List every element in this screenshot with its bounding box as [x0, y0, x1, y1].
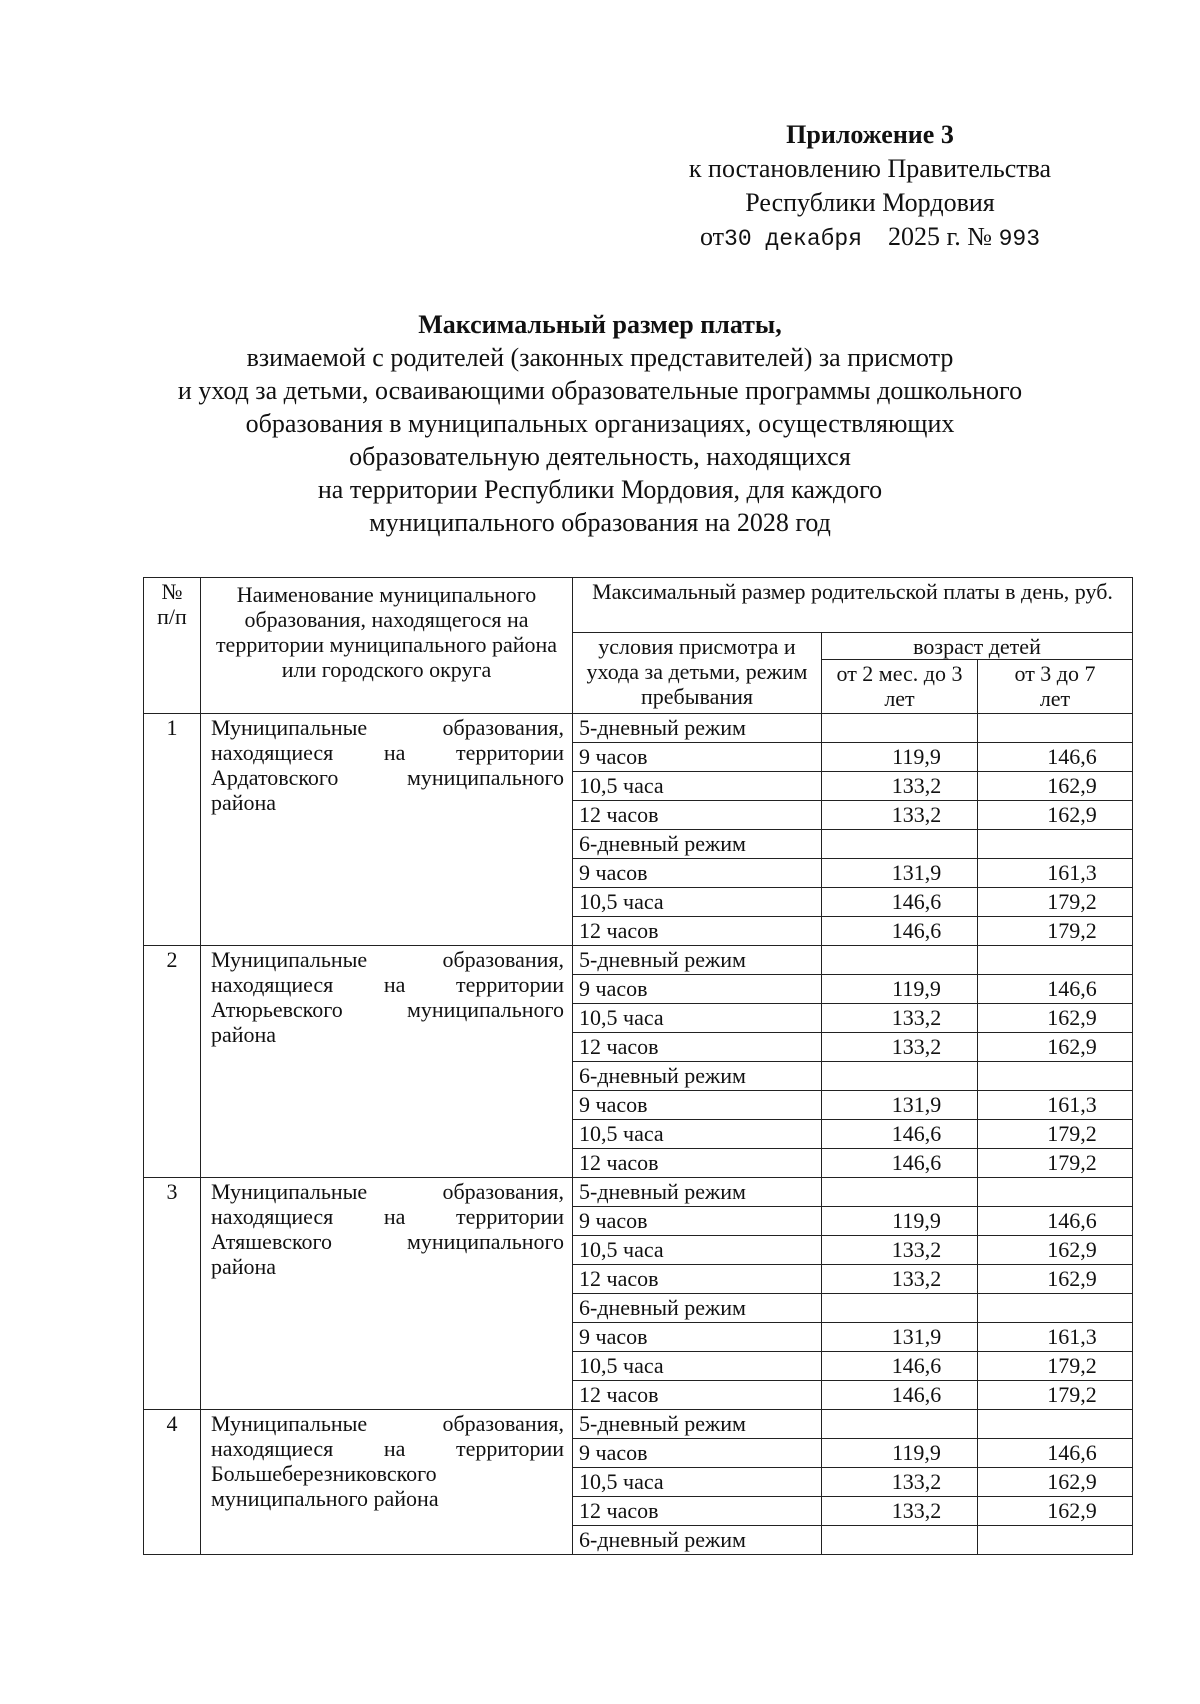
fee-age-2-cell: 162,9 — [978, 1265, 1133, 1294]
mode-cell: 10,5 часа — [573, 772, 822, 801]
mode-cell: 12 часов — [573, 917, 822, 946]
fee-age-2-cell: 162,9 — [978, 1236, 1133, 1265]
fee-age-1-cell — [822, 1526, 978, 1555]
fee-age-2-cell — [978, 1410, 1133, 1439]
fee-age-1-cell: 146,6 — [822, 1149, 978, 1178]
fee-age-1-cell: 146,6 — [822, 1381, 978, 1410]
mode-cell: 10,5 часа — [573, 1468, 822, 1497]
fee-age-1-cell: 133,2 — [822, 1468, 978, 1497]
mode-cell: 9 часов — [573, 743, 822, 772]
fee-age-1-cell — [822, 1178, 978, 1207]
mode-cell: 12 часов — [573, 801, 822, 830]
header-name: Наименование муниципального образования, находящегося на территории муниципального района или городского округа — [201, 578, 573, 714]
mode-cell: 5-дневный режим — [573, 1178, 822, 1207]
fee-age-2-cell: 179,2 — [978, 1149, 1133, 1178]
fee-age-1-cell: 146,6 — [822, 888, 978, 917]
mode-cell: 9 часов — [573, 1323, 822, 1352]
row-number: 1 — [144, 714, 201, 946]
fee-age-1-cell: 146,6 — [822, 917, 978, 946]
fee-age-1-cell — [822, 1410, 978, 1439]
fee-age-2-cell: 161,3 — [978, 1091, 1133, 1120]
title-line: образовательную деятельность, находящихся — [349, 442, 851, 471]
fee-age-1-cell: 133,2 — [822, 1265, 978, 1294]
municipality-name-line: Большеберезниковского муниципального района — [211, 1461, 439, 1511]
municipality-name-line: района — [211, 1022, 277, 1047]
fee-age-1-cell: 119,9 — [822, 743, 978, 772]
mode-cell: 6-дневный режим — [573, 1294, 822, 1323]
mode-cell: 5-дневный режим — [573, 1410, 822, 1439]
header-age: возраст детей — [822, 633, 1133, 660]
row-number: 3 — [144, 1178, 201, 1410]
municipality-name-line: Муниципальные образования, — [211, 715, 564, 740]
municipality-name-line: района — [211, 790, 277, 815]
mode-cell: 6-дневный режим — [573, 1526, 822, 1555]
mode-cell: 10,5 часа — [573, 1352, 822, 1381]
fee-age-1-cell: 119,9 — [822, 1207, 978, 1236]
row-number: 4 — [144, 1410, 201, 1555]
title-line: муниципального образования на 2028 год — [369, 508, 831, 537]
mode-cell: 10,5 часа — [573, 1004, 822, 1033]
mode-cell: 12 часов — [573, 1381, 822, 1410]
header-age-2: от 3 до 7 лет — [978, 660, 1133, 714]
municipality-name-line: Ардатовского муниципального — [211, 765, 564, 790]
municipality-name-line: находящиеся на территории — [211, 1204, 564, 1229]
fee-age-1-cell — [822, 1062, 978, 1091]
mode-cell: 9 часов — [573, 859, 822, 888]
fee-age-1-cell: 133,2 — [822, 1033, 978, 1062]
fee-age-1-cell: 119,9 — [822, 1439, 978, 1468]
mode-cell: 9 часов — [573, 1091, 822, 1120]
mode-cell: 9 часов — [573, 1439, 822, 1468]
fee-age-1-cell: 131,9 — [822, 1091, 978, 1120]
mode-cell: 9 часов — [573, 975, 822, 1004]
decree-number: 993 — [998, 226, 1041, 252]
fee-age-2-cell: 162,9 — [978, 772, 1133, 801]
fee-age-1-cell: 146,6 — [822, 1120, 978, 1149]
row-number: 2 — [144, 946, 201, 1178]
fee-age-2-cell: 179,2 — [978, 917, 1133, 946]
mode-cell: 12 часов — [573, 1497, 822, 1526]
header-conditions: условия присмотра и ухода за детьми, режим пребывания — [573, 633, 822, 714]
fee-age-2-cell: 162,9 — [978, 801, 1133, 830]
mode-cell: 5-дневный режим — [573, 946, 822, 975]
fee-age-2-cell — [978, 1294, 1133, 1323]
municipality-name-line: Атяшевского муниципального — [211, 1229, 564, 1254]
fee-age-2-cell — [978, 1062, 1133, 1091]
fee-age-2-cell: 146,6 — [978, 743, 1133, 772]
fee-age-2-cell — [978, 830, 1133, 859]
table-row — [144, 946, 1133, 975]
municipality-name-line: Муниципальные образования, — [211, 1179, 564, 1204]
fee-age-1-cell: 131,9 — [822, 859, 978, 888]
fee-age-1-cell — [822, 714, 978, 743]
mode-cell: 5-дневный режим — [573, 714, 822, 743]
mode-cell: 10,5 часа — [573, 888, 822, 917]
fee-age-2-cell: 146,6 — [978, 1207, 1133, 1236]
municipality-name-line: Муниципальные образования, — [211, 1411, 564, 1436]
mode-cell: 12 часов — [573, 1033, 822, 1062]
fee-age-2-cell: 162,9 — [978, 1468, 1133, 1497]
fee-age-2-cell — [978, 1178, 1133, 1207]
municipality-name — [201, 714, 573, 946]
fee-age-2-cell: 162,9 — [978, 1004, 1133, 1033]
title-bold-line: Максимальный размер платы, — [418, 310, 782, 339]
fee-age-2-cell: 162,9 — [978, 1033, 1133, 1062]
fee-age-1-cell: 146,6 — [822, 1352, 978, 1381]
municipality-name-line: находящиеся на территории — [211, 740, 564, 765]
fee-age-2-cell: 179,2 — [978, 888, 1133, 917]
fee-age-2-cell: 146,6 — [978, 975, 1133, 1004]
header-num: № п/п — [144, 578, 201, 714]
fee-age-1-cell: 133,2 — [822, 772, 978, 801]
fee-age-2-cell: 162,9 — [978, 1497, 1133, 1526]
year-suffix: 2025 г. № — [888, 222, 993, 251]
fee-age-1-cell: 119,9 — [822, 975, 978, 1004]
fee-age-1-cell: 133,2 — [822, 1004, 978, 1033]
title-line: и уход за детьми, осваивающими образовательные программы дошкольного — [177, 376, 1023, 405]
fee-table — [143, 577, 1133, 1555]
appendix-date-line — [600, 220, 1140, 256]
mode-cell: 6-дневный режим — [573, 830, 822, 859]
fee-age-1-cell: 133,2 — [822, 801, 978, 830]
table-row — [144, 1178, 1133, 1207]
municipality-name — [201, 946, 573, 1178]
fee-age-2-cell — [978, 1526, 1133, 1555]
title-line: на территории Республики Мордовия, для каждого — [317, 475, 883, 504]
date-prefix: от — [699, 222, 725, 251]
fee-age-1-cell: 133,2 — [822, 1497, 978, 1526]
mode-cell: 9 часов — [573, 1207, 822, 1236]
mode-cell: 10,5 часа — [573, 1236, 822, 1265]
mode-cell: 10,5 часа — [573, 1120, 822, 1149]
fee-age-2-cell — [978, 946, 1133, 975]
fee-age-2-cell: 179,2 — [978, 1120, 1133, 1149]
title-line: образования в муниципальных организациях, осуществляющих — [245, 409, 955, 438]
fee-age-2-cell: 179,2 — [978, 1381, 1133, 1410]
fee-age-1-cell: 131,9 — [822, 1323, 978, 1352]
title-line: взимаемой с родителей (законных представителей) за присмотр — [246, 343, 954, 372]
date-value: 30 декабря — [724, 226, 863, 252]
fee-age-2-cell: 179,2 — [978, 1352, 1133, 1381]
fee-age-2-cell: 161,3 — [978, 859, 1133, 888]
fee-age-1-cell — [822, 830, 978, 859]
mode-cell: 12 часов — [573, 1149, 822, 1178]
appendix-line-2: Республики Мордовия — [745, 188, 995, 217]
appendix-header — [600, 118, 1140, 256]
fee-age-2-cell: 161,3 — [978, 1323, 1133, 1352]
fee-age-1-cell — [822, 1294, 978, 1323]
fee-age-1-cell: 133,2 — [822, 1236, 978, 1265]
fee-age-2-cell: 146,6 — [978, 1439, 1133, 1468]
municipality-name-line: находящиеся на территории — [211, 1436, 564, 1461]
mode-cell: 6-дневный режим — [573, 1062, 822, 1091]
table-row — [144, 714, 1133, 743]
municipality-name-line: района — [211, 1254, 277, 1279]
document-title — [100, 308, 1100, 539]
appendix-title: Приложение 3 — [786, 120, 954, 149]
mode-cell: 12 часов — [573, 1265, 822, 1294]
municipality-name-line: Атюрьевского муниципального — [211, 997, 564, 1022]
header-max-fee: Максимальный размер родительской платы в день, руб. — [573, 578, 1133, 633]
municipality-name-line: находящиеся на территории — [211, 972, 564, 997]
municipality-name-line: Муниципальные образования, — [211, 947, 564, 972]
municipality-name — [201, 1410, 573, 1555]
fee-age-2-cell — [978, 714, 1133, 743]
table-row — [144, 1410, 1133, 1439]
fee-age-1-cell — [822, 946, 978, 975]
municipality-name — [201, 1178, 573, 1410]
header-age-1: от 2 мес. до 3 лет — [822, 660, 978, 714]
appendix-line-1: к постановлению Правительства — [688, 154, 1052, 183]
